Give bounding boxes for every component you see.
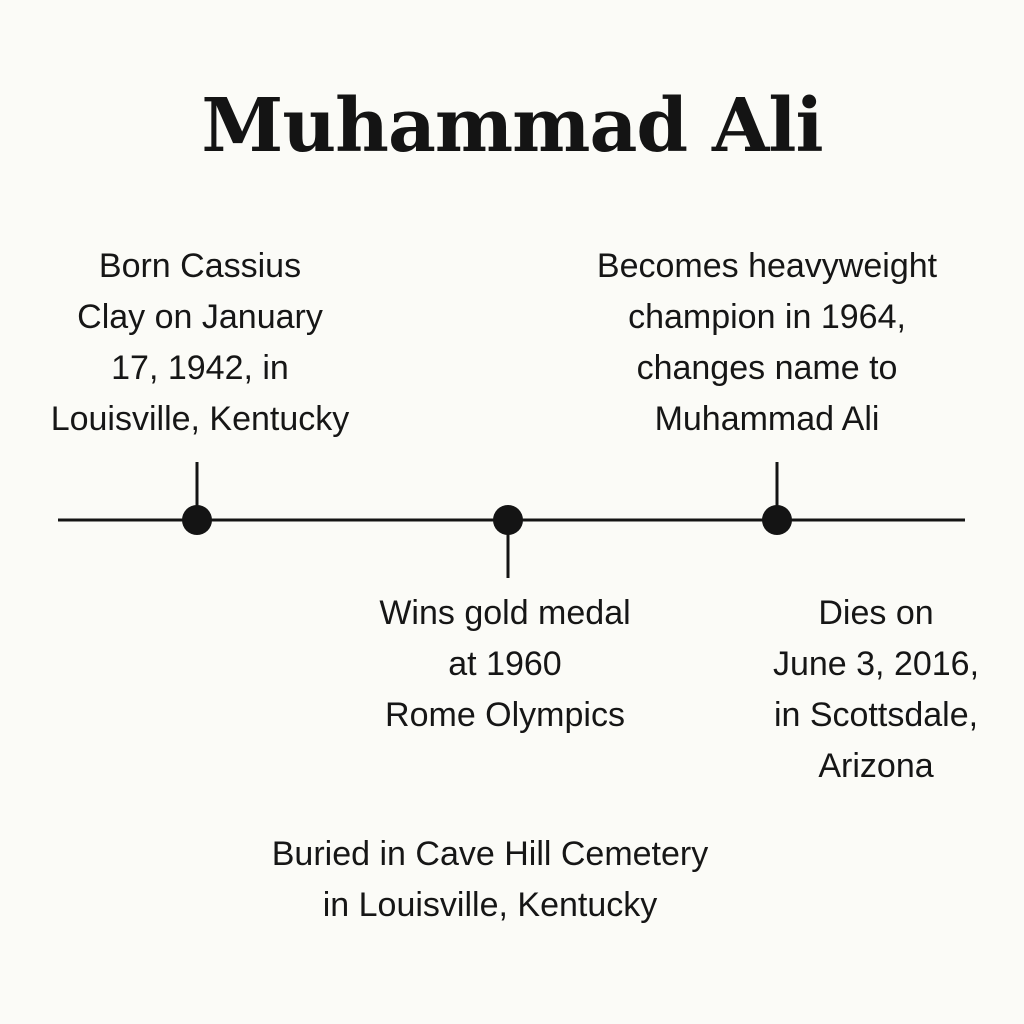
event-label-burial [220, 829, 760, 931]
event-label-death [748, 588, 1004, 792]
event-text-line: champion in 1964, [628, 298, 906, 336]
event-label-champion [552, 241, 982, 445]
page-title: Muhammad Ali [201, 83, 823, 169]
champion-marker [762, 505, 792, 535]
event-text-line: 17, 1942, in [111, 349, 289, 387]
gold-marker [493, 505, 523, 535]
event-label-gold-medal [340, 588, 670, 741]
event-text-line: Clay on January [77, 298, 323, 336]
event-text-line: Born Cassius [98, 247, 302, 285]
event-text-line: Becomes heavyweight [596, 247, 938, 285]
event-text-line: Dies on [818, 594, 934, 632]
event-text-line: at 1960 [448, 645, 562, 683]
event-text-line: Arizona [818, 747, 934, 785]
event-text-line: Louisville, Kentucky [50, 400, 350, 438]
event-text-line: Buried in Cave Hill Cemetery [271, 835, 709, 873]
event-text-line: June 3, 2016, [772, 645, 980, 683]
event-label-born [20, 241, 380, 445]
event-text-line: in Scottsdale, [773, 696, 979, 734]
event-text-line: Rome Olympics [385, 696, 625, 734]
event-text-line: Wins gold medal [379, 594, 631, 632]
event-text-line: in Louisville, Kentucky [322, 886, 658, 924]
born-marker [182, 505, 212, 535]
event-text-line: Muhammad Ali [654, 400, 880, 438]
event-text-line: changes name to [636, 349, 898, 387]
